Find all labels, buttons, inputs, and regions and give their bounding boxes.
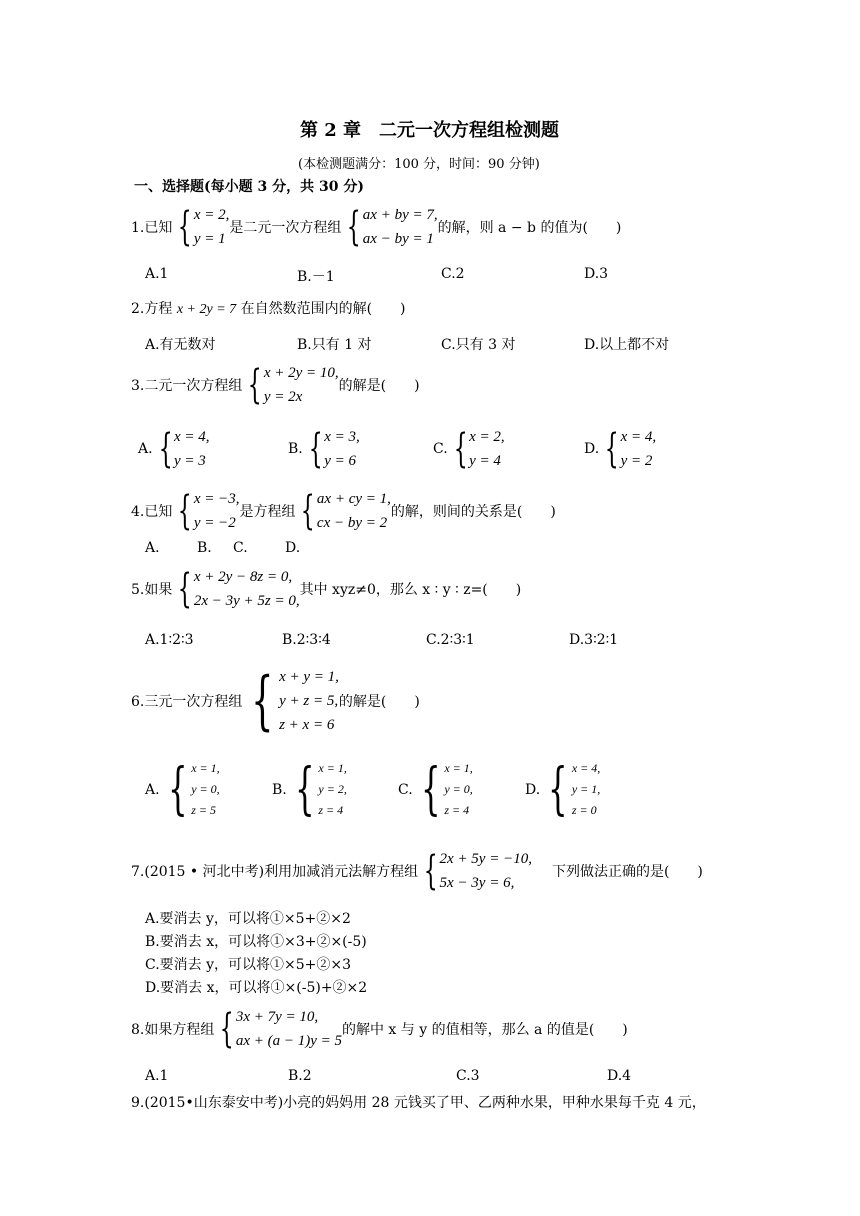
q6-opt-line: z = 4 [444, 803, 470, 817]
q2-prefix: 2.方程 [131, 301, 173, 317]
q6-system: { x + y = 1, y + z = 5, z + x = 6 [251, 664, 339, 738]
q4-option-a: A. [145, 540, 160, 556]
q1-sys-line: ax − by = 1 [362, 231, 434, 247]
q6-opt-line: x = 1, [191, 761, 220, 775]
q4-sol-line: x = −3, [193, 491, 240, 507]
q4-option-b: B. [197, 540, 212, 556]
q1-option-d: D.3 [584, 266, 609, 282]
q1-mid: 是二元一次方程组 [229, 220, 342, 236]
q7-prefix: 7.(2015 • 河北中考)利用加减消元法解方程组 [131, 864, 419, 880]
q6-opt-line: x = 1, [318, 761, 347, 775]
q5-system: { x + 2y − 8z = 0, 2x − 3y + 5z = 0, [178, 566, 300, 612]
q5-sys-line: x + 2y − 8z = 0, [193, 569, 293, 585]
q5-option-d: D.3∶2∶1 [569, 632, 619, 648]
q7-system: { 2x + 5y = −10, 5x − 3y = 6, [423, 848, 532, 894]
q6-opt-line: y = 1, [571, 782, 601, 796]
q1-suffix: 的解，则 a − b 的值为( ) [437, 220, 622, 236]
page-title: 第 2 章 二元一次方程组检测题 [300, 120, 560, 141]
q5-prefix: 5.如果 [131, 582, 173, 598]
q8-sys-line: 3x + 7y = 10, [235, 1009, 319, 1025]
q3-opt-line: y = 3 [174, 453, 206, 469]
q3-prefix: 3.二元一次方程组 [131, 378, 243, 394]
q3-option-label: A. [138, 441, 153, 457]
q3-option-b: B. { x = 3, y = 6 [288, 426, 360, 472]
q7-option-b: B.要消去 x，可以将①×3+②×(-5) [145, 934, 367, 950]
q4-sol-line: y = −2 [193, 515, 236, 531]
q4-option-d: D. [285, 540, 301, 556]
q8-system: { 3x + 7y = 10, ax + (a − 1)y = 5 [220, 1006, 342, 1052]
q6-opt-line: z = 0 [571, 803, 597, 817]
q4-option-c: C. [233, 540, 248, 556]
q5-option-c: C.2∶3∶1 [426, 632, 475, 648]
q6-opt-line: y = 0, [191, 782, 220, 796]
q8-option-c: C.3 [456, 1068, 480, 1084]
q3-suffix: 的解是( ) [338, 378, 420, 394]
question-4 [131, 484, 556, 538]
q6-suffix: 的解是( ) [338, 694, 420, 710]
q3-option-a: A. { x = 4, y = 3 [138, 426, 210, 472]
q6-option-label: D. [525, 781, 541, 798]
q3-option-label: B. [288, 441, 303, 457]
q3-opt-line: x = 4, [174, 429, 210, 445]
question-8 [131, 1002, 628, 1056]
q7-option-a: A.要消去 y，可以将①×5+②×2 [145, 911, 351, 927]
q2-option-b: B.只有 1 对 [297, 337, 372, 353]
q6-option-label: A. [145, 781, 160, 798]
q1-option-c: C.2 [441, 266, 465, 282]
q2-option-d: D.以上都不对 [584, 337, 670, 353]
q4-solution: { x = −3, y = −2 [178, 488, 240, 534]
q6-opt-line: z = 5 [191, 803, 216, 817]
q8-prefix: 8.如果方程组 [131, 1022, 215, 1038]
q3-opt-line: y = 6 [324, 453, 356, 469]
q7-suffix: 下列做法正确的是( ) [551, 864, 703, 880]
q7-option-c: C.要消去 y，可以将①×5+②×3 [145, 957, 352, 973]
q6-option-a: A. { x = 1, y = 0, z = 5 [145, 756, 220, 822]
question-1 [131, 200, 621, 254]
q3-opt-line: x = 2, [469, 429, 505, 445]
q4-mid: 是方程组 [239, 504, 296, 520]
q6-opt-line: x = 4, [571, 761, 601, 775]
q8-option-b: B.2 [288, 1068, 312, 1084]
q6-prefix: 6.三元一次方程组 [131, 694, 243, 710]
q1-option-b: B.－1 [297, 269, 335, 285]
question-7 [131, 844, 703, 898]
q3-opt-line: x = 4, [620, 429, 657, 445]
q6-opt-line: y = 0, [444, 782, 473, 796]
q6-option-d: D. { x = 4, y = 1, z = 0 [525, 756, 601, 822]
q3-system: { x + 2y = 10, y = 2x [248, 362, 339, 408]
q5-suffix: 其中 xyz≠0，那么 x ∶ y ∶ z=( ) [299, 582, 522, 598]
q1-sol-line: x = 2, [193, 207, 230, 223]
q5-sys-line: 2x − 3y + 5z = 0, [193, 593, 300, 609]
q2-suffix: 在自然数范围内的解( ) [240, 301, 406, 317]
q6-opt-line: z = 4 [318, 803, 344, 817]
q2-option-c: C.只有 3 对 [441, 337, 516, 353]
q6-opt-line: x = 1, [444, 761, 473, 775]
q4-prefix: 4.已知 [131, 504, 173, 520]
q1-sys-line: ax + by = 7, [362, 207, 438, 223]
q2-equation: x + 2y = 7 [176, 302, 237, 317]
q7-sys-line: 5x − 3y = 6, [439, 875, 515, 891]
q3-option-d: D. { x = 4, y = 2 [584, 426, 657, 472]
q7-sys-line: 2x + 5y = −10, [439, 851, 532, 867]
q4-suffix: 的解，则间的关系是( ) [390, 504, 556, 520]
q1-prefix: 1.已知 [131, 220, 173, 236]
q6-option-label: C. [398, 781, 413, 798]
question-3 [131, 358, 420, 412]
q6-option-label: B. [272, 781, 287, 798]
q1-option-a: A.1 [145, 266, 169, 282]
question-9: 9.(2015•山东泰安中考)小亮的妈妈用 28 元钱买了甲、乙两种水果，甲种水果每千克 4 元， [131, 1095, 706, 1111]
q4-sys-line: cx − by = 2 [316, 515, 388, 531]
q6-sys-line: x + y = 1, [279, 669, 339, 685]
q3-sys-line: y = 2x [263, 389, 303, 405]
q3-sys-line: x + 2y = 10, [263, 365, 339, 381]
question-2 [131, 298, 406, 318]
q1-sol-line: y = 1 [193, 231, 226, 247]
page-subtitle: (本检测题满分：100 分，时间：90 分钟) [298, 157, 540, 172]
q6-option-b: B. { x = 1, y = 2, z = 4 [272, 756, 347, 822]
q3-opt-line: x = 3, [324, 429, 360, 445]
q6-sys-line: z + x = 6 [279, 717, 335, 733]
q2-option-a: A.有无数对 [145, 337, 216, 353]
q3-opt-line: y = 4 [469, 453, 501, 469]
q8-suffix: 的解中 x 与 y 的值相等，那么 a 的值是( ) [341, 1022, 628, 1038]
q6-option-c: C. { x = 1, y = 0, z = 4 [398, 756, 473, 822]
q6-opt-line: y = 2, [318, 782, 347, 796]
q3-option-c: C. { x = 2, y = 4 [433, 426, 505, 472]
question-5 [131, 562, 521, 616]
q7-options [145, 908, 367, 1000]
q3-option-label: D. [584, 441, 600, 457]
q4-system: { ax + cy = 1, cx − by = 2 [301, 488, 391, 534]
question-6 [131, 664, 420, 738]
section-heading: 一、选择题(每小题 3 分，共 30 分) [134, 179, 364, 195]
q8-option-a: A.1 [145, 1068, 169, 1084]
q1-solution: { x = 2, y = 1 [178, 204, 230, 250]
q1-system: { ax + by = 7, ax − by = 1 [347, 204, 438, 250]
q3-opt-line: y = 2 [620, 453, 653, 469]
q3-option-label: C. [433, 441, 448, 457]
q8-sys-line: ax + (a − 1)y = 5 [235, 1033, 342, 1049]
q8-option-d: D.4 [607, 1068, 632, 1084]
q5-option-a: A.1∶2∶3 [145, 632, 194, 648]
q6-sys-line: y + z = 5, [279, 693, 339, 709]
q7-option-d: D.要消去 x，可以将①×(-5)+②×2 [145, 980, 368, 996]
q4-sys-line: ax + cy = 1, [316, 491, 391, 507]
q5-option-b: B.2∶3∶4 [282, 632, 331, 648]
